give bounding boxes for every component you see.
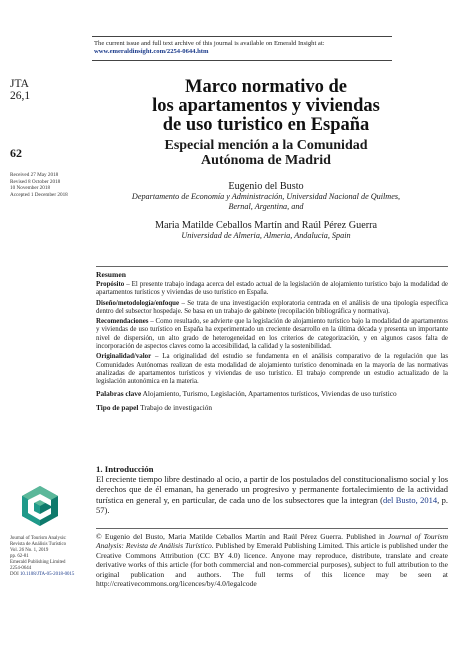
journal-info-line: pp. 62-81	[10, 554, 29, 559]
keywords-list: Alojamiento, Turismo, Legislación, Apartamentos turísticos, Viviendas de uso turístico	[142, 388, 397, 398]
keywords	[96, 390, 448, 399]
abstract-section	[96, 266, 448, 413]
article-subtitle	[96, 139, 436, 168]
introduction-section	[96, 464, 448, 516]
journal-info-line: 2254-0644	[10, 566, 32, 571]
journal-info-line: Revista de Análisis Turístico	[10, 542, 67, 547]
citation-link[interactable]: del Busto, 2014	[382, 494, 438, 505]
paper-type-label: Tipo de papel	[96, 403, 139, 413]
introduction-heading: 1. Introducción	[96, 464, 154, 474]
abstract-label: Diseño/metodología/enfoque	[96, 299, 180, 307]
author-affiliation	[96, 192, 436, 212]
title-block	[96, 78, 436, 168]
open-access-logo-icon	[18, 484, 62, 528]
affiliation-line: Bernal, Argentina, and	[228, 201, 304, 211]
abstract-paragraph	[96, 281, 448, 298]
doi-link[interactable]: 10.1108/JTA-05-2018-0015	[19, 572, 75, 577]
abstract-paragraph	[96, 318, 448, 351]
journal-availability-bar	[92, 36, 392, 61]
journal-code: JTA	[10, 78, 29, 90]
license-notice	[96, 528, 448, 588]
date-line: Received 27 May 2018	[10, 172, 59, 178]
intro-text-part: El creciente tiempo libre destinado al ocio, a partir de los postulados del constitucionalismo social y los derechos que de él emanan, ha generado un progresivo y permanente fortalecimiento de la actividad turística en general y, en particular, de cada uno de los subsectores que la integran (	[96, 474, 448, 505]
availability-text: The current issue and full text archive of this journal is available on Emerald Insight at:	[94, 40, 325, 47]
license-journal-name: Journal of Tourism Analysis: Revista de Análisis Turístico	[96, 532, 448, 551]
volume-issue: 26,1	[10, 90, 31, 102]
paper-type	[96, 404, 448, 413]
license-text: . Published by Emerald Publishing Limited. This article is published under the Creative Commons Attribution (CC BY 4.0) licence. Anyone may reproduce, distribute, translate and create derivative works of this article (for both commercial and non-commercial purposes), subject to full attribution to the original publication and authors. The full terms of this licence may be seen at http://creativecommons.org/licences/by/4.0/legalcode	[96, 541, 449, 589]
abstract-label: Originalidad/valor	[96, 353, 152, 361]
article-title	[96, 78, 436, 135]
abstract-heading: Resumen	[96, 266, 448, 279]
abstract-paragraph	[96, 300, 448, 317]
journal-url-link[interactable]: www.emeraldinsight.com/2254-0644.htm	[94, 48, 209, 55]
title-line: Marco normativo de	[184, 77, 347, 97]
journal-code-block	[10, 78, 90, 102]
doi-line	[10, 572, 90, 578]
affiliation-line: Universidad de Almeria, Almeria, Andalucia, Spain	[181, 230, 351, 240]
paper-type-value: Trabajo de investigación	[140, 403, 213, 413]
author-name: Eugenio del Busto	[228, 181, 304, 192]
date-line: 10 November 2018	[10, 185, 51, 192]
journal-info-line: Emerald Publishing Limited	[10, 560, 66, 565]
submission-dates	[10, 172, 90, 198]
journal-citation-info	[10, 536, 90, 578]
subtitle-line: Autónoma de Madrid	[201, 152, 331, 168]
date-line: Accepted 1 December 2018	[10, 191, 68, 198]
subtitle-line: Especial mención a la Comunidad	[164, 138, 368, 153]
license-text: © Eugenio del Busto, Maria Matilde Ceballos Martín and Raúl Pérez Guerra. Published in	[96, 532, 389, 541]
abstract-text: – Como resultado, se advierte que la legislación de alojamiento turístico bajo la modalidad de apartamentos y viviendas de uso turístico en España ha experimentado un creciente desarrollo en la última década y presenta un importante nivel de dispersión, un alto grado de heterogeneidad en los criterios de categorización, y en algunos casos falta de incorporación de aspectos claves como la accesibilidad, la calidad y la sostenibilidad.	[96, 318, 448, 351]
page-number: 62	[10, 146, 22, 160]
title-line: de uso turistico en España	[162, 115, 370, 135]
abstract-label: Propósito	[96, 281, 125, 288]
author-affiliation	[96, 231, 436, 241]
affiliation-line: Departamento de Economía y Administración, Universidad Nacional de Quilmes,	[131, 192, 401, 201]
journal-info-line: Journal of Tourism Analysis:	[10, 536, 67, 541]
abstract-text: – La originalidad del estudio se fundamenta en el análisis comparativo de la regulación que las Comunidades Autónomas realizan de esta modalidad de alojamiento turístico denominada en la mayoría de las normativas analizadas de apartamentos turísticos y viviendas de uso turístico. El trabajo comprende un estudio actualizado de la legislación autonómica en la materia.	[96, 353, 448, 386]
doi-label: DOI	[10, 572, 19, 577]
journal-info-line: Vol. 26 No. 1, 2019	[10, 548, 49, 553]
introduction-text	[96, 474, 448, 516]
keywords-label: Palabras clave	[96, 388, 142, 398]
authors-block	[96, 181, 436, 240]
title-line: los apartamentos y viviendas	[152, 96, 380, 116]
abstract-text: – El presente trabajo indaga acerca del estado actual de la legislación de alojamiento turístico bajo la modalidad de apartamentos turísticos y viviendas de uso turístico en España.	[96, 281, 448, 297]
abstract-label: Recomendaciones	[96, 318, 149, 326]
abstract-paragraph	[96, 353, 448, 386]
date-line: Revised 8 October 2018	[10, 178, 61, 185]
intro-text-part: , p. 57).	[96, 494, 448, 516]
abstract-text: – Se trata de una investigación exploratoria centrada en el análisis de una tipología específica dentro del subsector hospedaje. Se basa en un trabajo de gabinete (recopilación bibliográfica y normativa).	[96, 299, 448, 315]
author-name: Maria Matilde Ceballos Martín and Raúl Pérez Guerra	[154, 219, 378, 231]
